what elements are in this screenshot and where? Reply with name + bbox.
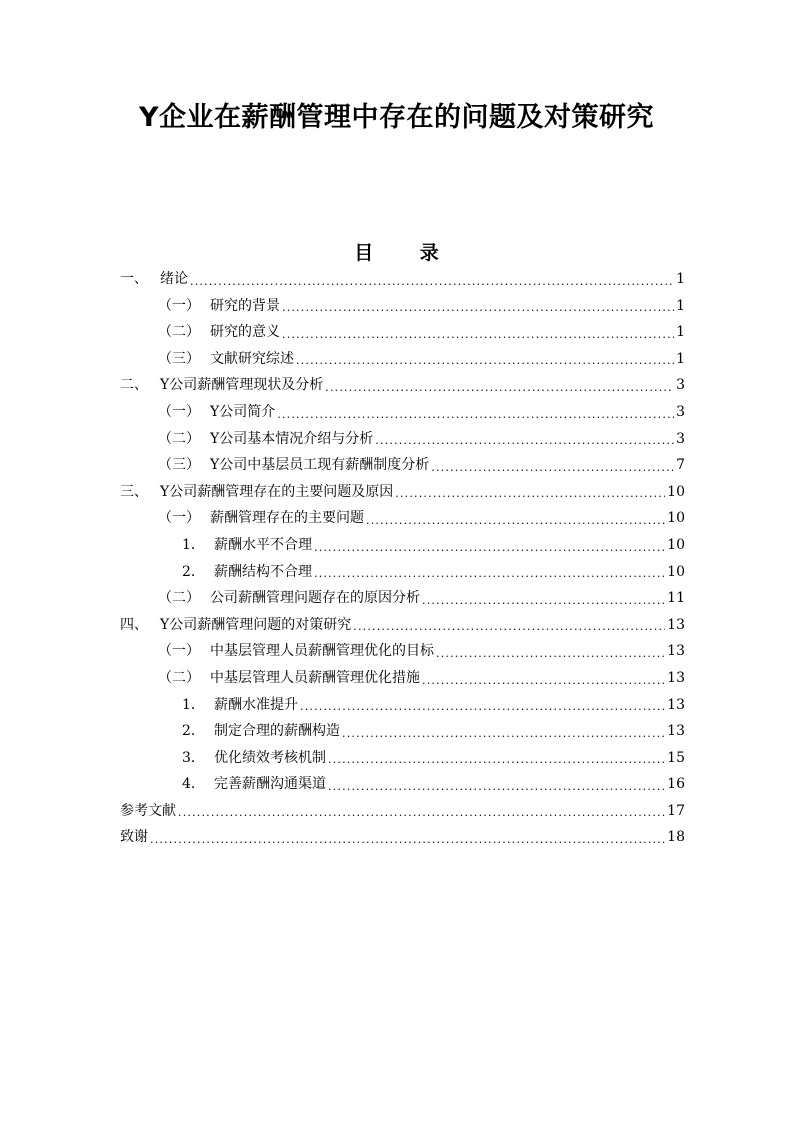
toc-entry-page-number: 1 <box>676 271 685 287</box>
toc-entry-number: 3． <box>182 749 205 766</box>
toc-entry-number: 2． <box>182 563 205 580</box>
toc-dot-leader <box>277 404 674 426</box>
toc-entry-page-number: 1 <box>676 350 685 367</box>
toc-entry-title: 公司薪酬管理问题存在的原因分析 <box>210 590 420 607</box>
toc-dot-leader <box>300 696 665 718</box>
toc-entry-page-number: 1 <box>676 297 685 314</box>
toc-entry-title: 薪酬管理存在的主要问题 <box>210 510 364 527</box>
toc-entry-page-number: 7 <box>676 457 685 474</box>
toc-entry[interactable] <box>120 505 685 532</box>
toc-entry[interactable] <box>120 559 685 586</box>
toc-entry-number: （一） <box>158 297 200 314</box>
toc-entry-number: （一） <box>158 643 200 660</box>
toc-entry-title: Y公司薪酬管理现状及分析 <box>160 377 324 394</box>
toc-entry-number: 二、 <box>120 377 148 394</box>
toc-entry-page-number: 13 <box>667 669 685 686</box>
toc-entry-title: 研究的意义 <box>210 324 280 341</box>
toc-entry-title: 研究的背景 <box>210 297 280 314</box>
toc-dot-leader <box>314 563 665 585</box>
toc-entry-title: 制定合理的薪酬构造 <box>214 723 340 740</box>
toc-entry-title: Y公司薪酬管理问题的对策研究 <box>160 616 352 633</box>
toc-dot-leader <box>375 430 674 452</box>
toc-entry-page-number: 10 <box>667 483 685 500</box>
toc-entry-number: （二） <box>158 324 200 341</box>
toc-entry[interactable] <box>120 771 685 798</box>
toc-dot-leader <box>353 616 665 638</box>
toc-entry-page-number: 18 <box>667 829 685 846</box>
table-of-contents <box>120 266 685 851</box>
toc-entry-number: 三、 <box>120 483 148 500</box>
toc-entry-number: （一） <box>158 510 200 527</box>
toc-dot-leader <box>296 350 674 372</box>
toc-entry-number: （一） <box>158 403 200 420</box>
toc-dot-leader <box>342 723 665 745</box>
toc-entry-title: 绪论 <box>160 271 188 287</box>
toc-entry[interactable] <box>120 399 685 426</box>
toc-entry[interactable] <box>120 798 685 825</box>
toc-entry-title: 文献研究综述 <box>210 350 294 367</box>
toc-entry-number: 4． <box>182 776 205 793</box>
toc-entry-title: 中基层管理人员薪酬管理优化措施 <box>210 669 420 686</box>
toc-dot-leader <box>150 829 665 851</box>
toc-dot-leader <box>178 802 665 824</box>
toc-entry-number: 1． <box>182 696 205 713</box>
toc-entry-page-number: 15 <box>667 749 685 766</box>
toc-entry-page-number: 13 <box>667 616 685 633</box>
toc-dot-leader <box>328 776 665 798</box>
toc-entry-page-number: 10 <box>667 536 685 553</box>
toc-entry-page-number: 10 <box>667 510 685 527</box>
toc-entry-number: （三） <box>158 457 200 474</box>
toc-dot-leader <box>395 483 665 505</box>
toc-dot-leader <box>328 749 665 771</box>
toc-entry-title: 优化绩效考核机制 <box>214 749 326 766</box>
toc-entry-title: 致谢 <box>120 829 148 846</box>
toc-entry-number: 1． <box>182 536 205 553</box>
toc-entry-page-number: 10 <box>667 563 685 580</box>
toc-entry[interactable] <box>120 718 685 745</box>
toc-dot-leader <box>190 271 674 293</box>
toc-dot-leader <box>282 297 674 319</box>
toc-entry-title: Y公司简介 <box>210 403 276 420</box>
toc-entry-page-number: 1 <box>676 324 685 341</box>
document-title: Y企业在薪酬管理中存在的问题及对策研究 <box>138 102 655 133</box>
toc-entry-title: Y公司中基层员工现有薪酬制度分析 <box>210 457 430 474</box>
toc-entry[interactable] <box>120 745 685 772</box>
toc-entry-number: （二） <box>158 669 200 686</box>
toc-entry-number: 一、 <box>120 271 148 287</box>
toc-entry[interactable] <box>120 346 685 373</box>
toc-entry[interactable] <box>120 665 685 692</box>
toc-entry-page-number: 3 <box>676 430 685 447</box>
toc-entry[interactable] <box>120 319 685 346</box>
toc-entry-number: 四、 <box>120 616 148 633</box>
toc-dot-leader <box>282 324 674 346</box>
toc-entry-page-number: 16 <box>667 776 685 793</box>
toc-entry[interactable] <box>120 585 685 612</box>
toc-entry[interactable] <box>120 638 685 665</box>
toc-entry-page-number: 17 <box>667 802 685 819</box>
toc-dot-leader <box>436 643 665 665</box>
toc-entry[interactable] <box>120 293 685 320</box>
toc-entry-page-number: 13 <box>667 723 685 740</box>
toc-dot-leader <box>325 377 674 399</box>
toc-entry-title: 参考文献 <box>120 802 176 819</box>
toc-dot-leader <box>366 510 665 532</box>
toc-entry-title: Y公司薪酬管理存在的主要问题及原因 <box>160 483 394 500</box>
toc-dot-leader <box>314 537 665 559</box>
toc-entry-title: 中基层管理人员薪酬管理优化的目标 <box>210 643 434 660</box>
toc-heading: 目 录 <box>354 242 459 264</box>
toc-entry[interactable] <box>120 266 685 293</box>
toc-entry[interactable] <box>120 532 685 559</box>
toc-entry-number: （二） <box>158 430 200 447</box>
toc-entry-title: 薪酬水平不合理 <box>214 536 312 553</box>
toc-entry[interactable] <box>120 612 685 639</box>
toc-entry[interactable] <box>120 372 685 399</box>
toc-entry-title: Y公司基本情况介绍与分析 <box>210 430 374 447</box>
toc-entry-page-number: 3 <box>676 403 685 420</box>
toc-entry-title: 完善薪酬沟通渠道 <box>214 776 326 793</box>
toc-entry-title: 薪酬结构不合理 <box>214 563 312 580</box>
toc-entry-title: 薪酬水准提升 <box>214 696 298 713</box>
toc-entry-page-number: 13 <box>667 643 685 660</box>
toc-entry-page-number: 13 <box>667 696 685 713</box>
toc-entry-page-number: 3 <box>676 377 685 394</box>
toc-entry-number: 2． <box>182 723 205 740</box>
toc-entry[interactable] <box>120 479 685 506</box>
toc-entry-number: （二） <box>158 590 200 607</box>
toc-dot-leader <box>422 670 665 692</box>
toc-entry[interactable] <box>120 692 685 719</box>
toc-dot-leader <box>431 457 674 479</box>
toc-entry[interactable] <box>120 824 685 851</box>
toc-dot-leader <box>422 590 665 612</box>
toc-entry-page-number: 11 <box>667 590 685 607</box>
toc-entry[interactable] <box>120 426 685 453</box>
toc-entry-number: （三） <box>158 350 200 367</box>
toc-entry[interactable] <box>120 452 685 479</box>
